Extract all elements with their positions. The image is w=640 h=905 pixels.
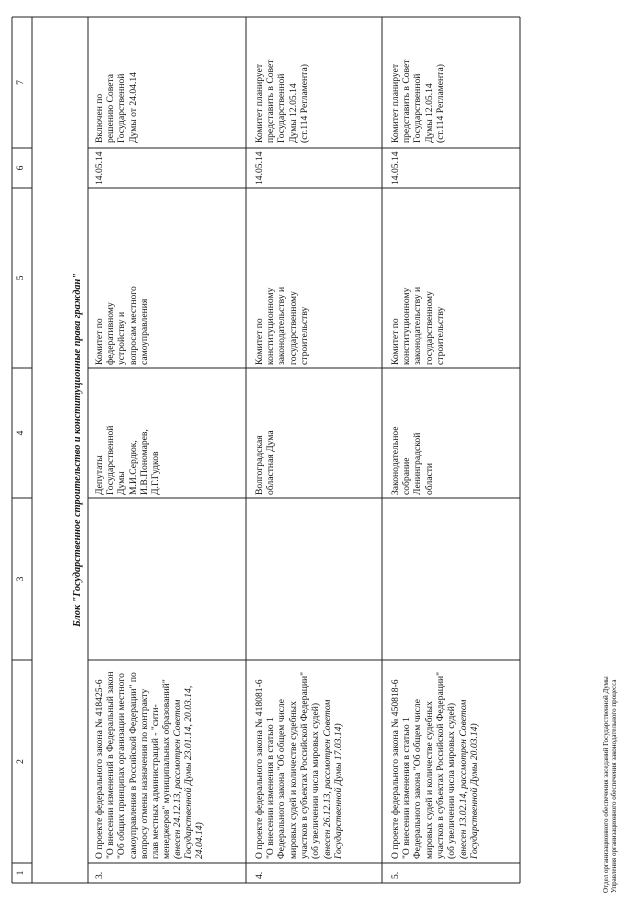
- bill-note: (внесен 26.12.13, рассмотрен Советом Государственной Думы 17.03.14): [322, 699, 345, 859]
- date: 14.05.14: [94, 151, 105, 185]
- footer-text: Отдел организационного обеспечения заседаний Государственной Думы Управления организационного обеспечения законодательного процесса: [602, 676, 619, 893]
- initiator: Депутаты Государственной Думы М.И.Сердюк, И.В.Пономарев, Д.Г.Гудков: [94, 425, 162, 495]
- row-number: 3.: [94, 871, 105, 879]
- status: Комитет планирует представить в Совет Государственной Думы 12.05.14 (ст.114 Регламента): [254, 59, 310, 143]
- row-number: 5.: [390, 871, 401, 879]
- column-header-7: 7: [15, 80, 26, 85]
- column-header-4: 4: [15, 430, 26, 436]
- row-number: 4.: [254, 871, 265, 879]
- date: 14.05.14: [254, 151, 265, 185]
- bill-title: О проекте федерального закона № 450818-6 "О внесении изменения в статью 1 Федерального закона "Об общем числе мировых судей и количестве судебных участков в субъектах Российской Федерации" (об увеличении числа мировых судей): [390, 671, 458, 859]
- block-title: Блок "Государственное строительство и конституционные права граждан": [72, 273, 83, 627]
- bill-title: О проекте федерального закона № 418081-6 "О внесении изменения в статью 1 Федерального закона "Об общем числе мировых судей и количестве судебных участков в субъектах Российской Федерации" (об увеличении числа мировых судей): [254, 671, 322, 859]
- committee: Комитет по федеративному устройству и вопросам местного самоуправления: [94, 286, 150, 365]
- column-header-1: 1: [15, 870, 26, 876]
- column-header-3: 3: [15, 576, 26, 582]
- committee: Комитет по конституционному законодательству и государственному строительству: [390, 286, 446, 365]
- status: Включен по решению Совета Государственной Думы от 24.04.14: [94, 72, 139, 143]
- column-header-6: 6: [15, 165, 26, 171]
- initiator: Волгоградская областная Дума: [254, 430, 277, 495]
- date: 14.05.14: [390, 151, 401, 185]
- bill-note: (внесен 13.02.14, рассмотрен Советом Государственной Думы 20.03.14): [458, 699, 481, 859]
- rotated-landscape-page: [10, 5, 620, 895]
- committee: Комитет по конституционному законодательству и государственному строительству: [254, 286, 310, 365]
- column-header-2: 2: [15, 759, 26, 764]
- column-header-5: 5: [15, 275, 26, 281]
- status: Комитет планирует представить в Совет Государственной Думы 12.05.14 (ст.114 Регламента): [390, 59, 446, 143]
- bill-note: (внесен 24.12.13, рассмотрен Советом Государственной Думы 23.01.14, 20.03.14, 24.04.14): [172, 685, 206, 859]
- bill-title: О проекте федерального закона № 418425-6 "О внесении изменений в Федеральный закон "Об общих принципах организации местного самоуправления в Российской Федерации" по вопросу отмены назначения по контракту глав местных администраций - "сити- менеджеров" муниципальных образований": [94, 671, 173, 859]
- initiator: Законодательное собрание Ленинградской области: [390, 426, 435, 495]
